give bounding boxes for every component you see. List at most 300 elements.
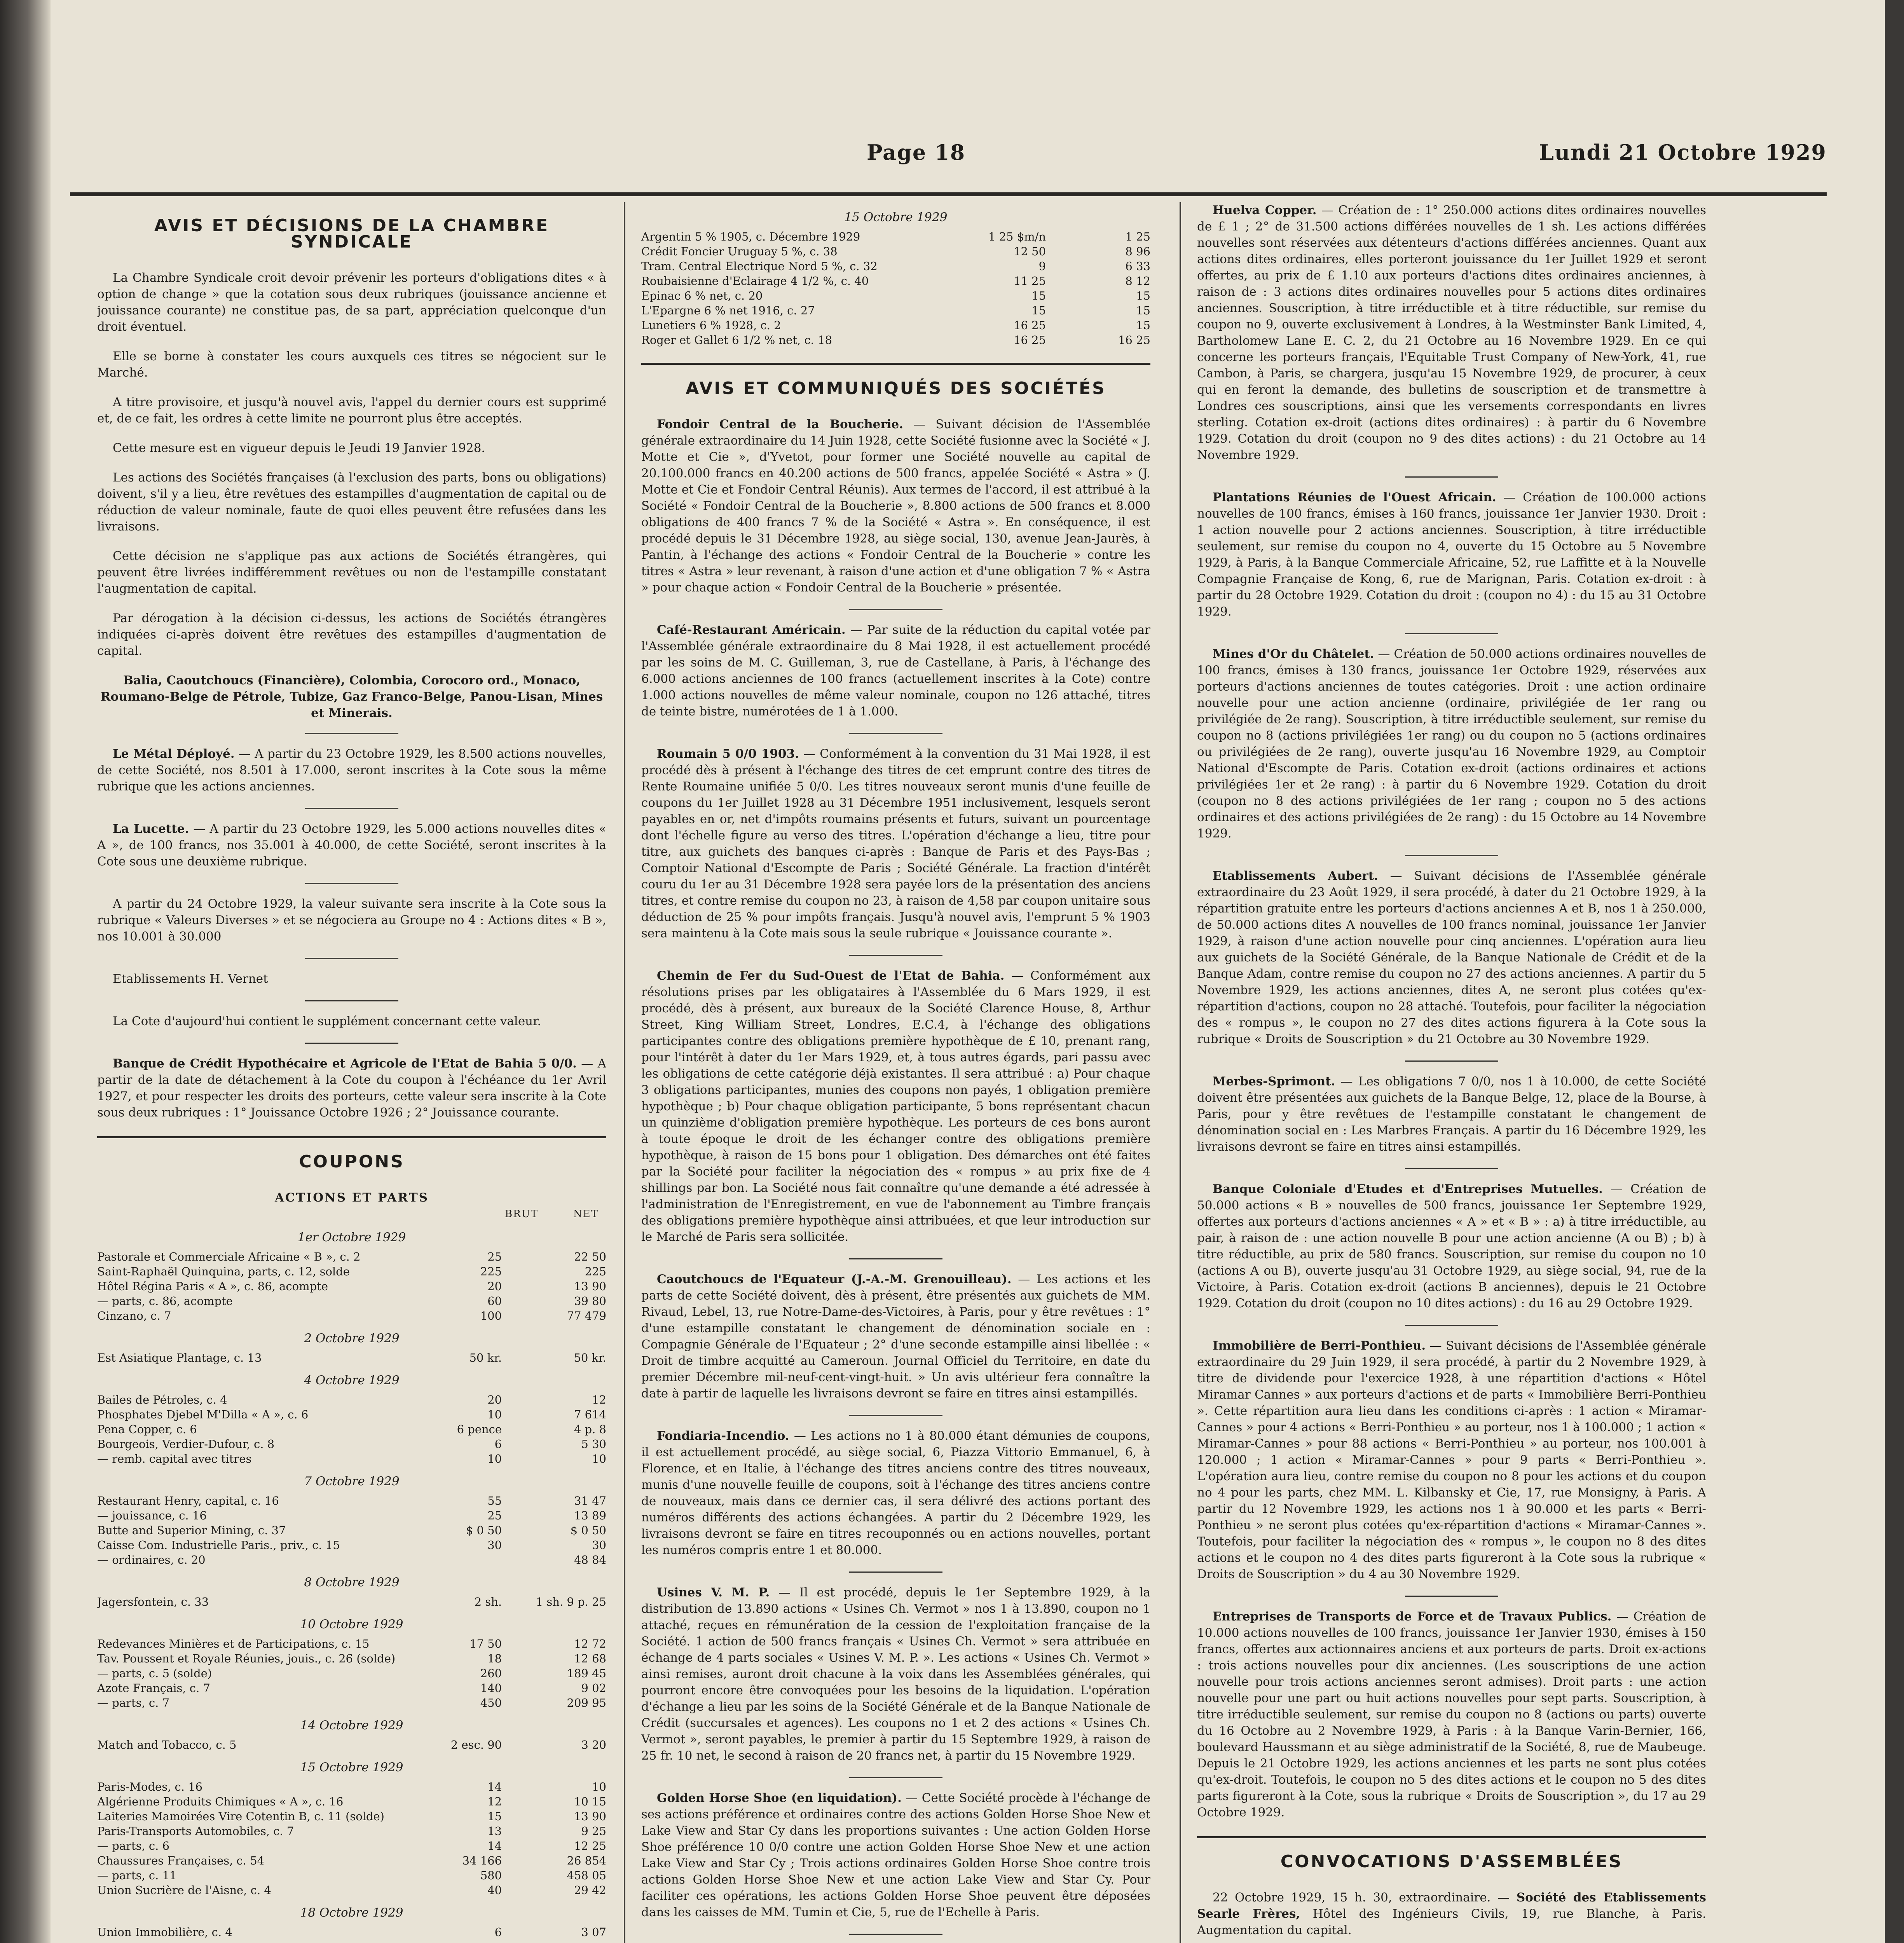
chambre-syndicale-title: AVIS ET DÉCISIONS DE LA CHAMBRE SYNDICALE — [154, 216, 550, 252]
net-amount: 50 kr. — [574, 1351, 606, 1364]
column-right — [1197, 202, 1706, 1943]
company-name: Entreprises de Transports de Force et de Travaux Publics. — [1213, 1610, 1612, 1624]
table-row — [641, 244, 1150, 259]
notice-text: — Création de : 1° 250.000 actions dites ordinaires nouvelles de £ 1 ; 2° de 31.500 actions différées nouvelles de 1 sh. Les actions différées nouvelles sont réservées aux détenteurs d'actions différées anciennes. Quant aux actions dites ordinaires, elles porteront jouissance du 1er Juillet 1929 et seront offertes, au prix de £ 1.10 aux porteurs d'actions dites ordinaires anciennes, à raison de : 3 actions dites ordinaires nouvelles pour 5 actions dites ordinaires anciennes. Souscription, à titre irréductible et à titre réductible, sur remise du coupon no 9, ouverte exclusivement à Londres, à la Westminster Bank Limited, 4, Bartholomew Lane E. C. 2, du 21 Octobre au 16 Novembre 1929. En ce qui concerne les porteurs français, l'Equitable Trust Company of New-York, 41, rue Cambon, à Paris, se chargera, jusqu'au 15 Novembre 1929, de procurer, à ceux qui en feront la demande, des bulletins de souscription et de transmettre à Londres ces souscriptions, ainsi que les versements correspondants en livres sterling. Cotation ex-droit (actions dites ordinaires) : à partir du 6 Novembre 1929. Cotation du droit (coupon no 9 des dites actions) : du 21 Octobre au 14 Novembre 1929. — [1197, 203, 1706, 462]
gross-amount: 20 — [487, 1393, 502, 1406]
table-row — [97, 1868, 606, 1883]
separator — [849, 1571, 942, 1573]
table-row — [97, 1350, 606, 1365]
security-name: Paris-Transports Automobiles, c. 7 — [97, 1824, 294, 1838]
actions-parts-title: ACTIONS ET PARTS — [274, 1191, 429, 1205]
company-name: Immobilière de Berri-Ponthieu. — [1213, 1339, 1426, 1353]
gross-amount: 10 — [487, 1452, 502, 1465]
column-divider — [1180, 202, 1181, 1943]
table-row — [641, 318, 1150, 333]
chambre-syndicale-text — [97, 270, 606, 659]
notice-paragraph — [97, 1013, 606, 1029]
coupon-table — [97, 1350, 606, 1365]
gross-amount: 2 sh. — [474, 1595, 502, 1608]
gross-amount: 12 — [487, 1795, 502, 1808]
coupon-date: 2 Octobre 1929 — [304, 1331, 400, 1345]
notice-paragraph — [1197, 202, 1706, 463]
net-amount: 3 07 — [581, 1926, 606, 1939]
security-name: Roger et Gallet 6 1/2 % net, c. 18 — [641, 333, 832, 347]
chambre-paragraph: Cette mesure est en vigueur depuis le Jeudi 19 Janvier 1928. — [113, 441, 485, 455]
security-name: — jouissance, c. 16 — [97, 1509, 207, 1522]
table-row — [97, 1422, 606, 1437]
net-amount: 29 42 — [574, 1884, 606, 1897]
net-amount: 77 479 — [567, 1309, 606, 1322]
coupon-table — [97, 1737, 606, 1752]
net-amount: 12 — [592, 1393, 606, 1406]
security-name: — parts, c. 5 (solde) — [97, 1667, 212, 1680]
gross-amount: 15 — [1031, 304, 1046, 317]
notice-paragraph — [97, 896, 606, 945]
net-amount: 12 68 — [574, 1652, 606, 1665]
coupon-date: 4 Octobre 1929 — [304, 1373, 400, 1387]
company-name: Société des Etablissements Searle Frères, — [1197, 1891, 1706, 1921]
table-row — [97, 1451, 606, 1466]
gross-amount: 30 — [487, 1538, 502, 1552]
gross-amount: 17 50 — [469, 1637, 502, 1650]
gross-amount: 14 — [487, 1839, 502, 1852]
net-amount: 10 — [592, 1452, 606, 1465]
table-row — [97, 1695, 606, 1710]
notices-list — [97, 746, 606, 1121]
company-name: Plantations Réunies de l'Ouest Africain. — [1213, 490, 1496, 504]
table-row — [641, 274, 1150, 288]
table-row — [97, 1264, 606, 1279]
column-middle — [641, 202, 1150, 1943]
coupon-date: 18 Octobre 1929 — [300, 1906, 403, 1920]
coupon-table — [97, 1925, 606, 1940]
gross-amount: 260 — [480, 1667, 502, 1680]
coupon-table — [97, 1392, 606, 1466]
net-amount: 209 95 — [567, 1696, 606, 1709]
security-name: — parts, c. 6 — [97, 1839, 170, 1852]
net-amount: 225 — [585, 1265, 606, 1278]
notice-paragraph — [641, 968, 1150, 1245]
gross-amount: 50 kr. — [469, 1351, 502, 1364]
separator — [305, 883, 398, 884]
company-name: Le Métal Déployé. — [113, 747, 235, 761]
security-name: Union Immobilière, c. 4 — [97, 1926, 232, 1939]
net-amount: 1 25 — [1125, 230, 1150, 243]
net-amount: 458 05 — [567, 1869, 606, 1882]
company-notices — [1197, 202, 1706, 1821]
gross-amount: 9 — [1038, 260, 1046, 273]
net-amount: 30 — [592, 1538, 606, 1552]
security-name: Bourgeois, Verdier-Dufour, c. 8 — [97, 1437, 275, 1451]
net-amount: 31 47 — [574, 1494, 606, 1507]
net-header: NET — [573, 1208, 599, 1220]
gross-amount: 140 — [480, 1681, 502, 1695]
company-name: Mines d'Or du Châtelet. — [1213, 647, 1374, 661]
table-row — [97, 1552, 606, 1567]
coupon-date: 8 Octobre 1929 — [304, 1575, 400, 1589]
table-row — [97, 1279, 606, 1294]
notice-text: A partir du 24 Octobre 1929, la valeur suivante sera inscrite à la Cote sous la rubrique « Valeurs Diverses » et se négociera au Groupe no 4 : Actions dites « B », nos 10.001 à 30.000 — [97, 897, 606, 944]
security-name: L'Epargne 6 % net 1916, c. 27 — [641, 304, 815, 317]
gross-amount: 100 — [480, 1309, 502, 1322]
separator — [305, 1000, 398, 1001]
separator — [641, 363, 1150, 365]
table-row — [641, 259, 1150, 274]
column-divider — [624, 202, 625, 1943]
chambre-paragraph: La Chambre Syndicale croit devoir prévenir les porteurs d'obligations dites « à option de change » que la cotation sous deux rubriques (jouissance ancienne et jouissance courante) ne constitue pas, de sa part, appréciation quelconque d'un droit éventuel. — [97, 271, 606, 334]
obligations-continued-table — [641, 229, 1150, 347]
net-amount: 26 854 — [567, 1854, 606, 1867]
security-name: Crédit Foncier Uruguay 5 %, c. 38 — [641, 245, 838, 258]
company-name: Golden Horse Shoe (en liquidation). — [657, 1791, 902, 1805]
separator — [849, 955, 942, 956]
net-amount: 12 25 — [574, 1839, 606, 1852]
security-name: — parts, c. 7 — [97, 1696, 170, 1709]
security-name: Pena Copper, c. 6 — [97, 1423, 197, 1436]
gross-amount: 34 166 — [462, 1854, 502, 1867]
security-name: Pastorale et Commerciale Africaine « B », c. 2 — [97, 1250, 361, 1263]
notice-paragraph — [641, 416, 1150, 596]
notice-paragraph — [641, 746, 1150, 942]
separator — [849, 1415, 942, 1416]
security-name: Phosphates Djebel M'Dilla « A », c. 6 — [97, 1408, 309, 1421]
chambre-paragraph: Elle se borne à constater les cours auxquels ces titres se négocient sur le Marché. — [97, 349, 606, 380]
net-amount: 15 — [1136, 304, 1150, 317]
net-amount: 4 p. 8 — [574, 1423, 606, 1436]
company-name: Etablissements Aubert. — [1213, 869, 1378, 883]
table-row — [97, 1925, 606, 1940]
net-amount: 9 25 — [581, 1824, 606, 1838]
table-row — [97, 1681, 606, 1695]
table-row — [97, 1493, 606, 1508]
separator — [849, 1934, 942, 1935]
company-name: Chemin de Fer du Sud-Ouest de l'Etat de Bahia. — [657, 969, 1005, 983]
net-amount: 22 50 — [574, 1250, 606, 1263]
table-row — [97, 1294, 606, 1308]
separator — [1405, 633, 1498, 634]
gross-amount: 25 — [487, 1509, 502, 1522]
running-header — [54, 140, 1827, 171]
page-number: Page 18 — [867, 140, 966, 165]
company-name: Huelva Copper. — [1213, 203, 1317, 217]
net-amount: 9 02 — [581, 1681, 606, 1695]
table-row — [97, 1538, 606, 1552]
security-name: Saint-Raphaël Quinquina, parts, c. 12, solde — [97, 1265, 350, 1278]
security-name: Bailes de Pétroles, c. 4 — [97, 1393, 227, 1406]
net-amount: 12 72 — [574, 1637, 606, 1650]
gross-amount: 15 — [487, 1810, 502, 1823]
net-amount: 3 20 — [581, 1738, 606, 1751]
gross-amount: 20 — [487, 1280, 502, 1293]
table-row — [97, 1838, 606, 1853]
notice-paragraph — [641, 1428, 1150, 1558]
notice-text: — Cette Société procède à l'échange de ses actions préférence et ordinaires contre des actions Golden Horse Shoe New et Lake View and Star Cy dans les proportions suivantes : Une action Golden Horse Shoe préférence 10 0/0 contre une action Golden Horse Shoe New et une action Lake View and Star Cy ; Trois actions ordinaires Golden Horse Shoe contre trois actions Golden Horse Shoe New et une action Lake View and Star Cy. Pour faciliter ces opérations, les actions Golden Horse Shoe peuvent être déposées dans les caisses de MM. Tumin et Cie, 5, rue de l'Echelle à Paris. — [641, 1791, 1150, 1919]
gross-amount: 16 25 — [1014, 319, 1046, 332]
table-date: 15 Octobre 1929 — [844, 210, 948, 224]
notice-paragraph — [641, 1584, 1150, 1764]
table-row — [97, 1523, 606, 1538]
coupon-table — [97, 1779, 606, 1898]
net-amount: 8 12 — [1125, 274, 1150, 288]
security-name: Union Sucrière de l'Aisne, c. 4 — [97, 1884, 271, 1897]
gross-amount: 6 — [494, 1437, 502, 1451]
notice-text: — Il est procédé, depuis le 1er Septembre 1929, à la distribution de 13.890 actions « Usines Ch. Vermot » nos 1 à 13.890, coupon no 1 attaché, reçues en rémunération de la cession de l'exploitation française de la Société. 1 action de 500 francs français « Usines Ch. Vermot » sera attribuée en échange de 4 parts sociales « Usines V. M. P. ». Les actions « Usines Ch. Vermot » ainsi remises, auront droit chacune à la voix dans les Assemblées générales, qui pourront encore être convoquées pour les besoins de la liquidation. L'opération d'échange a lieu par les soins de la Société Générale et de la Banque Nationale de Crédit (succursales et agences). Les coupons no 1 et 2 des actions « Usines Ch. Vermot », seront payables, le premier à partir du 15 Septembre 1929, à raison de 25 fr. 10 net, le second à raison de 20 francs net, à partir du 15 Novembre 1929. — [641, 1585, 1150, 1763]
notice-text: — A partir du 23 Octobre 1929, les 8.500 actions nouvelles, de cette Société, nos 8.501 à 17.000, seront inscrites à la Cote sous la même rubrique que les actions anciennes. — [97, 747, 606, 794]
notice-text: — A partir de la date de détachement à la Cote du coupon à l'échéance du 1er Avril 1927, et pour respecter les droits des porteurs, cette valeur sera inscrite à la Cote sous deux rubriques : 1° Jouissance Octobre 1926 ; 2° Jouissance courante. — [97, 1057, 606, 1120]
separator — [305, 1043, 398, 1044]
separator — [1405, 1596, 1498, 1597]
gross-amount: 12 50 — [1014, 245, 1046, 258]
notice-text: — Suivant décisions de l'Assemblée générale extraordinaire du 23 Août 1929, il sera procédé, à dater du 21 Octobre 1929, à la répartition gratuite entre les porteurs d'actions anciennes A et B, nos 1 à 250.000, de 50.000 actions dites A nouvelles de 100 francs nominal, jouissance 1er Janvier 1929, à raison d'une action nouvelle pour cinq anciennes. L'opération aura lieu aux guichets de la Société Générale, de la Banque Nationale de Crédit et de la Banque Adam, contre remise du coupon no 27 des actions anciennes. A partir du 5 Novembre 1929, les actions anciennes, dites A, ne seront plus cotées qu'ex-répartition d'actions, coupon no 28 attaché. Toutefois, pour faciliter la négociation des « rompus », le coupon no 27 des dites actions figurera à la Cote sous la rubrique « Droits de Souscription » du 21 Octobre au 30 Novembre 1929. — [1197, 869, 1706, 1046]
notice-paragraph — [97, 1055, 606, 1121]
company-name: Caoutchoucs de l'Equateur (J.-A.-M. Grenouilleau). — [657, 1272, 1012, 1286]
coupon-date: 7 Octobre 1929 — [304, 1474, 400, 1488]
convocations-list — [1197, 1889, 1706, 1943]
table-row — [97, 1508, 606, 1523]
table-row — [97, 1794, 606, 1809]
security-name: Laiteries Mamoirées Vire Cotentin B, c. 11 (solde) — [97, 1810, 384, 1823]
notice-paragraph — [1197, 1181, 1706, 1312]
separator — [305, 958, 398, 959]
table-row — [97, 1594, 606, 1609]
brut-header: BRUT — [504, 1208, 538, 1220]
table-row — [97, 1249, 606, 1264]
separator — [1405, 855, 1498, 856]
table-row — [97, 1666, 606, 1681]
chambre-paragraph: A titre provisoire, et jusqu'à nouvel avis, l'appel du dernier cours est supprimé et, de ce fait, les ordres à cette limite ne pourront plus être acceptés. — [97, 395, 606, 426]
convocation-entry — [1197, 1889, 1706, 1938]
security-name: Est Asiatique Plantage, c. 13 — [97, 1351, 262, 1364]
gross-amount: 225 — [480, 1265, 502, 1278]
table-row — [97, 1308, 606, 1323]
notice-text: — Suivant décisions de l'Assemblée générale extraordinaire du 29 Juin 1929, il sera procédé, à partir du 2 Novembre 1929, à titre de dividende pour l'exercice 1928, à une répartition d'actions « Hôtel Miramar Cannes » aux porteurs d'actions et de parts « Immobilière Berri-Ponthieu ». Cette répartition aura lieu dans les conditions ci-après : 1 action « Miramar-Cannes » pour 4 actions « Berri-Ponthieu » au porteur, nos 1 à 100.000 ; 1 action « Miramar-Cannes » pour 88 actions « Berri-Ponthieu » au porteur, nos 100.001 à 120.000 ; 1 action « Miramar-Cannes » pour 9 parts « Berri-Ponthieu ». L'opération aura lieu, contre remise du coupon no 8 pour les actions et du coupon no 4 pour les parts, chez MM. L. Kilbansky et Cie, 17, rue Monsigny, à Paris. A partir du 12 Novembre 1929, les actions nos 1 à 90.000 et les parts « Berri-Ponthieu » ne seront plus cotées qu'ex-répartition d'actions « Miramar-Cannes ». Toutefois, pour faciliter la négociation des « rompus », le coupon no 8 des dites actions et le coupon no 4 des dites parts figureront à la Cote sous la rubrique « Droits de Souscription » du 4 au 30 Novembre 1929. — [1197, 1339, 1706, 1581]
separator — [1405, 476, 1498, 478]
security-name: Azote Français, c. 7 — [97, 1681, 210, 1695]
security-name: Chaussures Françaises, c. 54 — [97, 1854, 265, 1867]
net-amount: $ 0 50 — [570, 1524, 606, 1537]
gross-amount: 15 — [1031, 289, 1046, 302]
separator — [849, 733, 942, 734]
table-row — [97, 1636, 606, 1651]
notice-text: — Conformément à la convention du 31 Mai 1928, il est procédé dès à présent à l'échange des titres de cet emprunt contre des titres de Rente Roumaine unifiée 5 0/0. Les titres nouveaux seront munis d'une feuille de coupons du 1er Juillet 1928 au 31 Décembre 1951 inclusivement, lesquels seront payables en or, net d'impôts roumains présents et futurs, suivant un pourcentage dont l'échelle figure au verso des titres. L'opération d'échange a lieu, titre pour titre, aux guichets des banques ci-après : Banque de Paris et des Pays-Bas ; Comptoir National d'Escompte de Paris ; Société Générale. La fraction d'intérêt couru du 1er au 31 Décembre 1928 sera payée lors de la présentation des anciens titres, et contre remise du coupon no 23, à raison de 4,58 par coupon unitaire sous déduction de 25 % pour impôts français. Jusqu'à nouvel avis, l'emprunt 5 % 1903 sera maintenu à la Cote mais sous la seule rubrique « Jouissance courante ». — [641, 747, 1150, 940]
security-name: Lunetiers 6 % 1928, c. 2 — [641, 319, 781, 332]
gross-amount: 40 — [487, 1884, 502, 1897]
security-name: Redevances Minières et de Participations, c. 15 — [97, 1637, 370, 1650]
issue-date: Lundi 21 Octobre 1929 — [1539, 140, 1827, 165]
security-name: — remb. capital avec titres — [97, 1452, 252, 1465]
gross-amount — [413, 1552, 510, 1567]
notice-text: Etablissements H. Vernet — [113, 972, 268, 986]
notice-text: — Les actions et les parts de cette Société doivent, dès à présent, être présentés aux guichets de MM. Rivaud, Lebel, 13, rue Notre-Dame-des-Victoires, à Paris, pour y être revêtues : 1° d'une estampille constatant le changement de dénomination sociale en : Compagnie Générale de l'Equateur ; 2° d'une seconde estampille ainsi libellée : « Droit de timbre acquitté au Cameroun. Journal Officiel du Territoire, en date du premier Décembre mil-neuf-cent-vingt-huit. » Un avis ultérieur fera connaître la date à partir de laquelle les livraisons devront se faire en titres ainsi estampillés. — [641, 1272, 1150, 1401]
separator — [305, 733, 398, 734]
company-name: La Lucette. — [113, 822, 189, 836]
table-row — [97, 1392, 606, 1407]
separator — [849, 1777, 942, 1778]
notice-paragraph — [1197, 646, 1706, 842]
security-name: Tav. Poussent et Royale Réunies, jouis., c. 26 (solde) — [97, 1652, 396, 1665]
gross-amount: 11 25 — [1014, 274, 1046, 288]
gross-amount: 6 — [494, 1926, 502, 1939]
gross-amount: 2 esc. 90 — [450, 1738, 502, 1751]
net-amount: 189 45 — [567, 1667, 606, 1680]
security-name: Restaurant Henry, capital, c. 16 — [97, 1494, 279, 1507]
net-amount: 15 — [1136, 319, 1150, 332]
notice-text: La Cote d'aujourd'hui contient le supplément concernant cette valeur. — [113, 1014, 541, 1028]
coupon-actions-table — [97, 1229, 606, 1943]
notice-paragraph — [1197, 489, 1706, 620]
net-amount: 39 80 — [574, 1294, 606, 1308]
table-row — [641, 229, 1150, 244]
gross-amount: 450 — [480, 1696, 502, 1709]
net-amount: 13 89 — [574, 1509, 606, 1522]
gross-amount: 10 — [487, 1408, 502, 1421]
security-name: — parts, c. 11 — [97, 1869, 177, 1882]
security-name: Jagersfontein, c. 33 — [97, 1595, 209, 1608]
table-row — [97, 1737, 606, 1752]
notice-text: — Création de 50.000 actions « B » nouvelles de 500 francs, jouissance 1er Septembre 1929, offertes aux porteurs d'actions anciennes « A » et « B » : a) à titre irréductible, au pair, à raison de : une action nouvelle B pour une action ancienne (A ou B) ; b) à titre réductible, au prix de 580 francs. Souscription, sur remise du coupon no 10 (actions A ou B), ouverte jusqu'au 31 Octobre 1929, au siège social, 94, rue de la Victoire, à Paris. Cotation ex-droit (actions B anciennes), depuis le 21 Octobre 1929. Cotation du droit (coupon no 10 dites actions) : du 16 au 29 Octobre 1929. — [1197, 1182, 1706, 1310]
separator — [97, 1136, 606, 1138]
security-name: Butte and Superior Mining, c. 37 — [97, 1524, 286, 1537]
company-name: Café-Restaurant Américain. — [657, 623, 846, 637]
company-name: Fondoir Central de la Boucherie. — [657, 417, 904, 431]
coupon-date: 10 Octobre 1929 — [300, 1617, 403, 1631]
notice-text: — A partir du 23 Octobre 1929, les 5.000 actions nouvelles dites « A », de 100 francs, nos 35.001 à 40.000, de cette Société, seront inscrites à la Cote sous une deuxième rubrique. — [97, 822, 606, 869]
net-amount: 6 33 — [1125, 260, 1150, 273]
security-name: Paris-Modes, c. 16 — [97, 1780, 203, 1793]
security-name: Hôtel Régina Paris « A », c. 86, acompte — [97, 1280, 328, 1293]
separator — [849, 1258, 942, 1259]
security-name: Argentin 5 % 1905, c. Décembre 1929 — [641, 230, 860, 243]
security-name: Match and Tobacco, c. 5 — [97, 1738, 237, 1751]
net-amount: 5 30 — [581, 1437, 606, 1451]
separator — [305, 808, 398, 809]
coupons-title: COUPONS — [299, 1152, 405, 1172]
chambre-paragraph: Par dérogation à la décision ci-dessus, les actions de Sociétés étrangères indiquées ci-après doivent être revêtues des estampilles d'augmentation de capital. — [97, 611, 606, 658]
gross-amount: 18 — [487, 1652, 502, 1665]
notice-text: — Création de 100.000 actions nouvelles de 100 francs, émises à 160 francs, jouissance 1er Janvier 1930. Droit : 1 action nouvelle pour 2 actions anciennes. Souscription, à titre irréductible seulement, sur remise du coupon no 4, ouverte du 15 Octobre au 5 Novembre 1929, à Paris, à la Banque Commerciale Africaine, 52, rue Laffitte et à la Nouvelle Compagnie Française de Kong, 6, rue de Marignan, Paris. Cotation ex-droit : à partir du 28 Octobre 1929. Cotation du droit : (coupon no 4) : du 15 au 31 Octobre 1929. — [1197, 490, 1706, 619]
separator — [1405, 1060, 1498, 1062]
notice-text: — Création de 10.000 actions nouvelles de 100 francs, jouissance 1er Janvier 1930, émises à 150 francs, offertes aux actionnaires anciens et aux porteurs de parts. Droit ex-actions : trois actions nouvelles pour dix anciennes. (Les souscriptions de une action nouvelle pour trois actions anciennes seront admises). Droit parts : une action nouvelle pour une part ou huit actions nouvelles pour sept parts. Souscription, à titre irréductible seulement, sur remise du coupon no 8 (actions ou parts) ouverte du 16 Octobre au 2 Novembre 1929, à Paris : à la Banque Varin-Bernier, 166, boulevard Haussmann et au siège administratif de la Société, 8, rue de Maubeuge. Depuis le 21 Octobre 1929, les actions anciennes et les parts ne sont plus cotées qu'ex-droit. Toutefois, le coupon no 5 des dites actions et le coupon no 5 des dites parts figureront à la Cote, sous la rubrique « Droits de Souscription », du 17 au 29 Octobre 1929. — [1197, 1610, 1706, 1819]
chambre-paragraph: Cette décision ne s'applique pas aux actions de Sociétés étrangères, qui peuvent être livrées indifféremment revêtues ou non de l'estampille constatant l'augmentation de capital. — [97, 549, 606, 596]
gross-amount: 14 — [487, 1780, 502, 1793]
chambre-paragraph: Les actions des Sociétés françaises (à l'exclusion des parts, bons ou obligations) doivent, s'il y a lieu, être revêtues des estampilles d'augmentation de capital ou de réduction de valeur nominale, faute de quoi elles peuvent être refusées dans les livraisons. — [97, 471, 606, 534]
security-name: Epinac 6 % net, c. 20 — [641, 289, 763, 302]
gross-amount: 13 — [487, 1824, 502, 1838]
notice-text: — Conformément aux résolutions prises par les obligataires à l'Assemblée du 6 Mars 1929, il est procédé, dès à présent, aux bureaux de la Société Clarence House, 8, Arthur Street, King William Street, Londres, E.C.4, à l'échange des obligations participantes contre des obligations première hypothèque de £ 10, prenant rang, pour l'intérêt à dater du 1er Mars 1929, et, à tous autres égards, pari passu avec les obligations de cette catégorie déjà existantes. Il sera attribué : a) Pour chaque 3 obligations participantes, munies des coupons non payés, 1 obligation première hypothèque ; b) Pour chaque obligation participante, 5 bons représentant chacun un quinzième d'obligation première hypothèque. Les porteurs de ces bons auront à toute époque le droit de les échanger contre des obligations première hypothèque, à raison de 15 bons pour 1 obligation. Des démarches ont été faites par la Société pour faciliter la négociation des « rompus » au prix fixe de 4 shillings par bon. La Société nous fait connaître qu'une demande a été adressée à l'administration de l'Enregistrement, en vue de l'abonnement au Timbre français des obligations première hypothèque ainsi attribuées, et que leur introduction sur le Marché de Paris sera sollicitée. — [641, 969, 1150, 1244]
company-name: Roumain 5 0/0 1903. — [657, 747, 799, 761]
security-name: — ordinaires, c. 20 — [97, 1553, 206, 1566]
table-row — [97, 1779, 606, 1794]
gross-amount: 580 — [480, 1869, 502, 1882]
security-name: — parts, c. 86, acompte — [97, 1294, 233, 1308]
notice-text: — Les actions no 1 à 80.000 étant démunies de coupons, il est actuellement procédé, au siège social, 6, Piazza Vittorio Emmanuel, 6, à Florence, et en Italie, à l'échange des titres anciens contre des titres nouveaux, munis d'une nouvelle feuille de coupons, soit à l'échange des titres anciens contre de nouveaux, mais dans ce dernier cas, il sera délivré des actions portant des numéros différents des actions échangées. A partir du 2 Décembre 1929, les livraisons devront se faire en titres recouponnés ou en actions nouvelles, portant les numéros compris entre 1 et 80.000. — [641, 1429, 1150, 1557]
table-row — [97, 1651, 606, 1666]
notice-paragraph — [97, 746, 606, 795]
company-name: Banque de Crédit Hypothécaire et Agricole de l'Etat de Bahia 5 0/0. — [113, 1057, 577, 1071]
net-amount: 15 — [1136, 289, 1150, 302]
table-row — [97, 1437, 606, 1451]
security-name: Roubaisienne d'Eclairage 4 1/2 %, c. 40 — [641, 274, 869, 288]
coupon-table — [97, 1594, 606, 1609]
separator — [1405, 1168, 1498, 1169]
notice-paragraph — [97, 971, 606, 987]
security-name: Caisse Com. Industrielle Paris., priv., c. 15 — [97, 1538, 340, 1552]
net-amount: 7 614 — [574, 1408, 606, 1421]
net-amount: 16 25 — [1118, 333, 1150, 347]
table-row — [641, 333, 1150, 347]
column-left — [97, 202, 606, 1943]
page-gutter-shadow — [0, 0, 51, 1943]
coupon-column-headers — [97, 1206, 599, 1222]
notice-text: — Suivant décision de l'Assemblée générale extraordinaire du 14 Juin 1928, cette Société fusionne avec la Société « J. Motte et Cie », d'Yvetot, pour former une Société nouvelle au capital de 20.100.000 francs en 40.200 actions de 500 francs, appelée Société « Astra » (J. Motte et Cie et Fondoir Central Réunis). Aux termes de l'accord, il est attribué à la Société « Fondoir Central de la Boucherie », 8.800 actions de 500 francs et 8.000 obligations de 400 francs 7 % de la Société « Astra ». En conséquence, il est procédé depuis le 31 Décembre 1928, au siège social, 130, avenue Jean-Jaurès, à Pantin, à l'échange des actions « Fondoir Central de la Boucherie » contre les titres « Astra » leur revenant, à raison d'une action et d'une obligation 7 % « Astra » pour chaque action « Fondoir Central de la Boucherie » présentée. — [641, 417, 1150, 595]
gross-amount: $ 0 50 — [466, 1524, 502, 1537]
security-name: Tram. Central Electrique Nord 5 %, c. 32 — [641, 260, 878, 273]
notice-text: — Par suite de la réduction du capital votée par l'Assemblée générale extraordinaire du 8 Mai 1928, il est actuellement procédé par les soins de M. C. Guilleman, 3, rue de Castellane, à Paris, à l'échange des 6.000 actions anciennes de 100 francs (actuellement inscrites à la Cote) contre 1.000 actions nouvelles de même valeur nominale, coupon no 126 attaché, titres de teinte bistre, numérotées de 1 à 1.000. — [641, 623, 1150, 719]
table-row — [97, 1809, 606, 1824]
company-notices — [641, 416, 1150, 1943]
notice-paragraph — [1197, 868, 1706, 1047]
notice-paragraph — [1197, 1338, 1706, 1582]
coupon-date: 1er Octobre 1929 — [297, 1230, 406, 1244]
gross-amount: 60 — [487, 1294, 502, 1308]
net-amount: 48 84 — [574, 1553, 606, 1566]
net-amount: 10 15 — [574, 1795, 606, 1808]
net-amount: 1 sh. 9 p. 25 — [536, 1595, 606, 1608]
gross-amount: 6 pence — [457, 1423, 502, 1436]
separator — [849, 609, 942, 610]
notice-paragraph — [1197, 1608, 1706, 1821]
coupon-date: 14 Octobre 1929 — [300, 1718, 403, 1732]
company-name: Fondiaria-Incendio. — [657, 1429, 789, 1443]
notice-paragraph — [641, 622, 1150, 720]
table-row — [97, 1883, 606, 1898]
notice-paragraph — [641, 1790, 1150, 1920]
net-amount: 10 — [592, 1780, 606, 1793]
coupon-table — [97, 1249, 606, 1323]
foreign-companies-list: Balia, Caoutchoucs (Financière), Colombia, Corocoro ord., Monaco, Roumano-Belge de Pétrole, Tubize, Gaz Franco-Belge, Panou-Lisan, Mines et Minerais. — [100, 673, 603, 720]
notice-paragraph — [641, 1271, 1150, 1402]
table-row — [97, 1407, 606, 1422]
meeting-details: Hôtel des Ingénieurs Civils, 19, rue Blanche, à Paris. Augmentation du capital. — [1197, 1907, 1706, 1937]
notice-paragraph — [97, 821, 606, 870]
coupon-date: 15 Octobre 1929 — [300, 1760, 403, 1774]
company-name: Banque Coloniale d'Etudes et d'Entreprises Mutuelles. — [1213, 1182, 1603, 1196]
gross-amount: 25 — [487, 1250, 502, 1263]
table-row — [641, 288, 1150, 303]
gross-amount: 55 — [487, 1494, 502, 1507]
table-row — [97, 1824, 606, 1838]
separator — [1405, 1325, 1498, 1326]
coupon-table — [97, 1636, 606, 1710]
security-name: Cinzano, c. 7 — [97, 1309, 171, 1322]
table-row — [641, 303, 1150, 318]
company-name: Merbes-Sprimont. — [1213, 1074, 1335, 1088]
gross-amount: 16 25 — [1014, 333, 1046, 347]
notice-paragraph — [1197, 1073, 1706, 1155]
coupon-table — [97, 1493, 606, 1567]
notice-text: — Création de 50.000 actions ordinaires nouvelles de 100 francs, émises à 130 francs, jouissance 1er Octobre 1929, réservées aux porteurs d'actions anciennes de toutes catégories. Droit : une action ordinaire nouvelle pour une action ancienne (ordinaire, privilégiée de 1er rang ou privilégiée de 2e rang). Souscription, à titre irréductible seulement, sur remise du coupon no 8 (actions privilégiées 1er rang) ou du coupon no 5 (actions ordinaires ou privilégiées de 2e rang), ouverte jusqu'au 16 Novembre 1929, au Comptoir National d'Escompte de Paris. Cotation ex-droit (actions ordinaires et actions privilégiées 1er et 2e rang) : à partir du 6 Novembre 1929. Cotation du droit (coupon no 8 des actions privilégiées de 1er rang ; coupon no 5 des actions ordinaires et des actions privilégiées de 2e rang) : du 15 Octobre au 14 Novembre 1929. — [1197, 647, 1706, 841]
company-name: Usines V. M. P. — [657, 1585, 770, 1599]
notice-text: — Les obligations 7 0/0, nos 1 à 10.000, de cette Société doivent être présentées aux guichets de la Banque Belge, 12, place de la Bourse, à Paris, pour y être revêtues de l'estampille constatant le changement de dénomination social en : Les Marbres Français. A partir du 16 Décembre 1929, les livraisons devront se faire en titres ainsi estampillés. — [1197, 1074, 1706, 1154]
gross-amount: 1 25 $m/n — [988, 230, 1046, 243]
separator — [1197, 1836, 1706, 1838]
net-amount: 13 90 — [574, 1280, 606, 1293]
convocations-title: CONVOCATIONS D'ASSEMBLÉES — [1280, 1852, 1623, 1871]
meeting-date: 22 Octobre 1929, 15 h. 30, extraordinaire. — — [1213, 1891, 1517, 1905]
avis-communiques-title: AVIS ET COMMUNIQUÉS DES SOCIÉTÉS — [686, 378, 1106, 398]
table-row — [97, 1853, 606, 1868]
net-amount: 8 96 — [1125, 245, 1150, 258]
